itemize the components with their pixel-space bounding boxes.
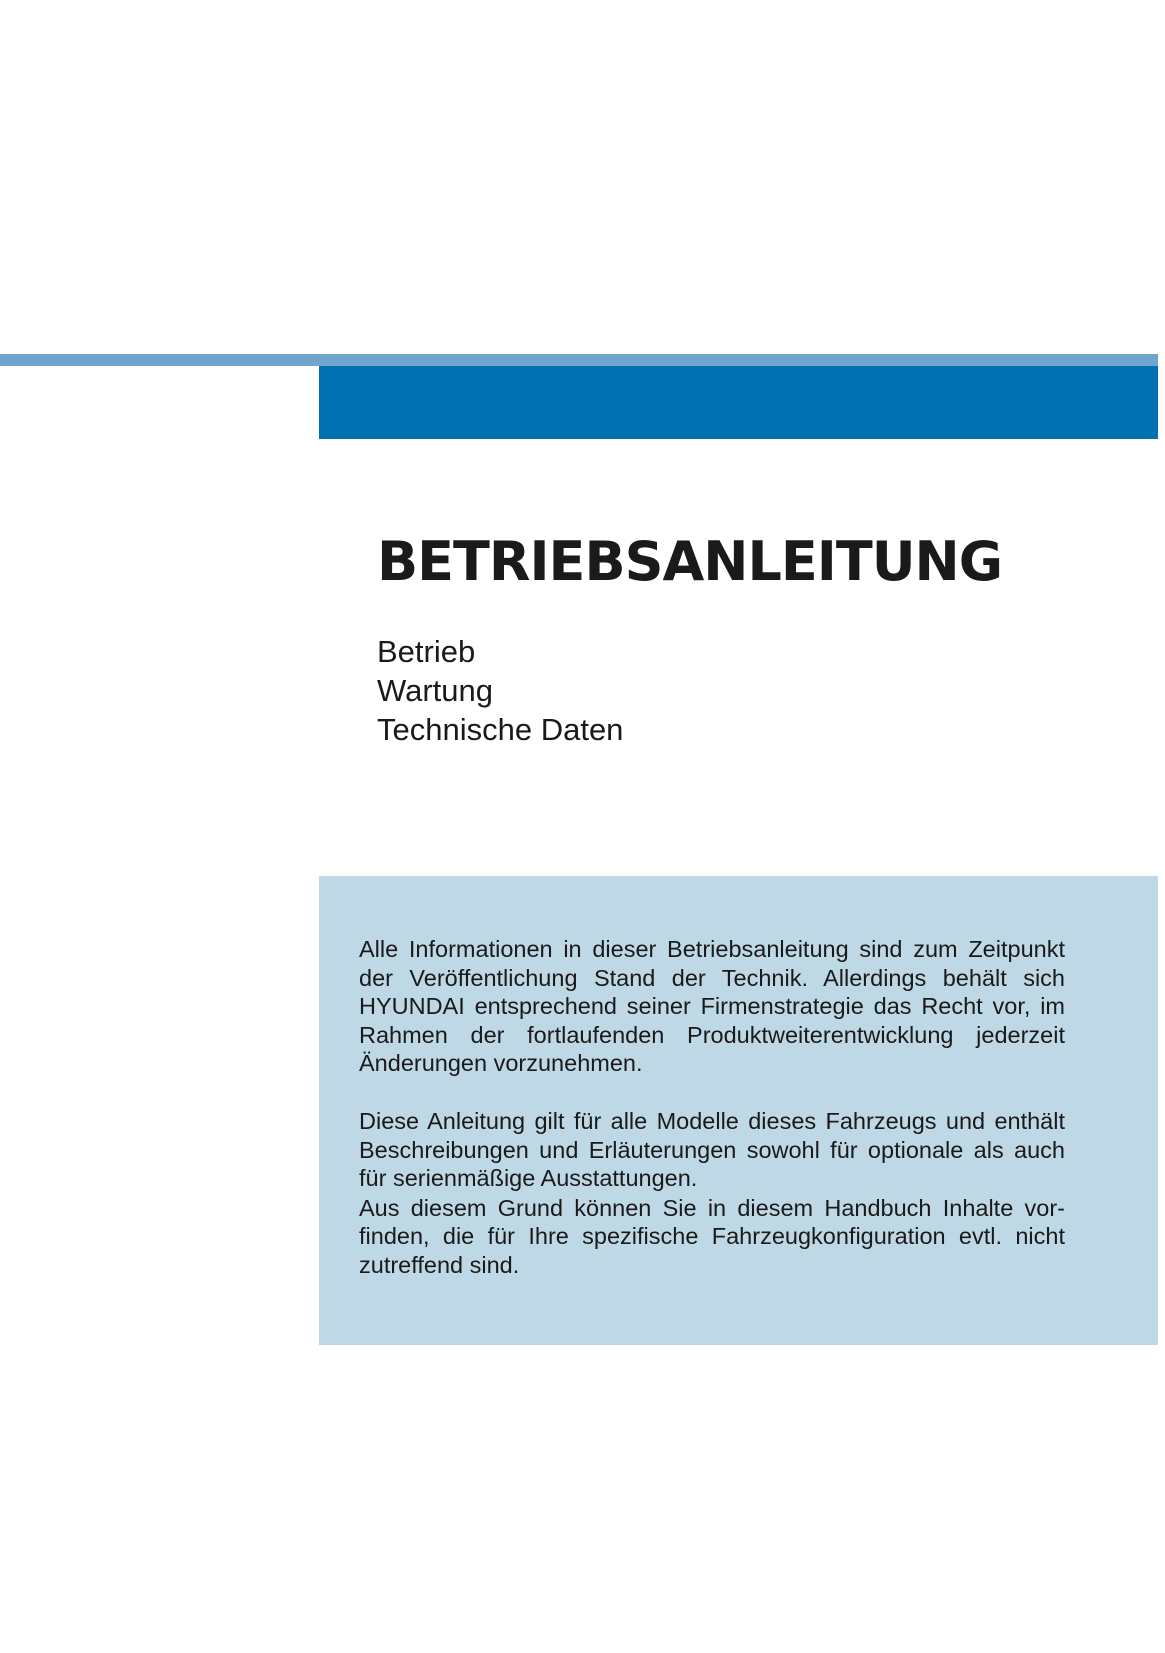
info-paragraph-configuration: Aus diesem Grund können Sie in diesem Handbuch Inhalte vorfinden, die für Ihre spezifische Fahrzeugkonfiguration evtl. nicht zutreffend sind. — [359, 1194, 1065, 1278]
header-light-stripe — [0, 354, 1158, 366]
subtitle-list — [377, 632, 623, 749]
header-blue-band — [319, 366, 1158, 439]
info-paragraph-scope: Diese Anleitung gilt für alle Modelle dieses Fahrzeugs und enthält Beschreibungen und Erläuterungen sowohl für optionale als auch für serienmäßige Ausstattungen. — [359, 1107, 1065, 1192]
document-title: BETRIEBSANLEITUNG — [377, 530, 1003, 593]
subtitle-wartung: Wartung — [377, 673, 494, 708]
info-paragraph-disclaimer: Alle Informationen in dieser Betriebsanleitung sind zum Zeitpunkt der Veröffentlichung Stand der Technik. Allerdings behält sich HYUNDAI entsprechend seiner Firmenstrategie das Recht vor, im Rahmen der fortlaufenden Produktweiterentwicklung jederzeit Änderungen vorzunehmen. — [359, 936, 1065, 1077]
subtitle-betrieb: Betrieb — [377, 634, 476, 669]
info-box — [319, 876, 1158, 1345]
subtitle-technische-daten: Technische Daten — [377, 712, 624, 747]
